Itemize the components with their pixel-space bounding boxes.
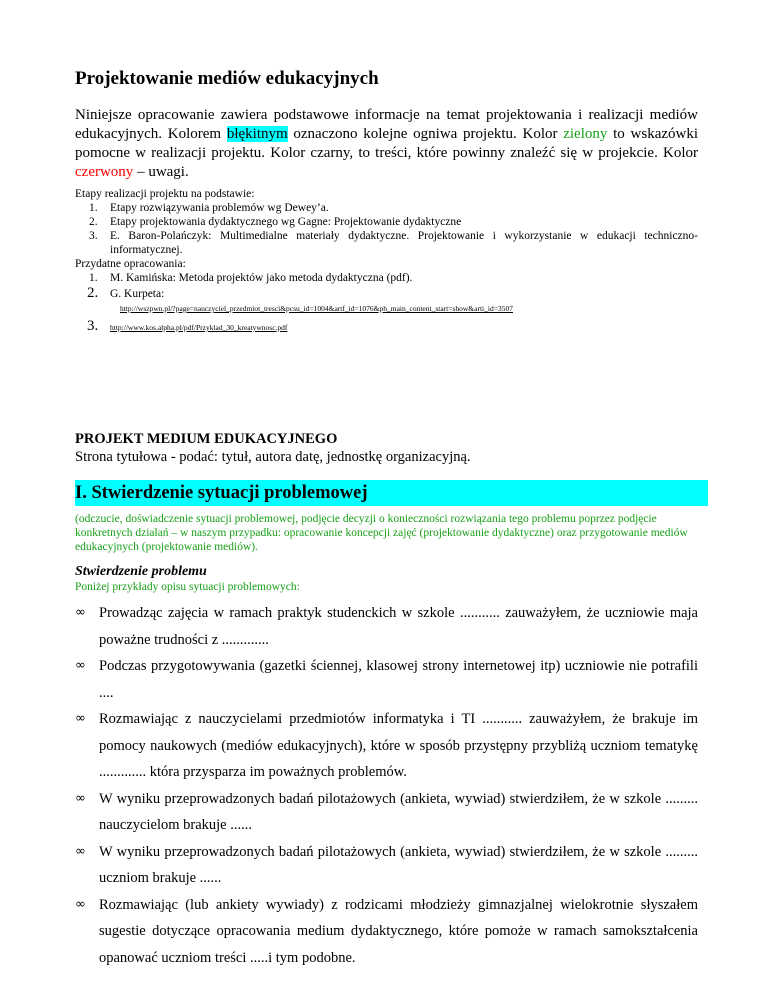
- list-item: [75, 320, 698, 335]
- list-item: [75, 786, 698, 839]
- list-item-text: Etapy rozwiązywania problemów wg Dewey’a.: [110, 202, 329, 214]
- list-item: [75, 287, 698, 316]
- list-item: [75, 839, 698, 892]
- subsection-note: Poniżej przykłady opisu sytuacji problemowych:: [75, 581, 300, 593]
- section-note: (odczucie, doświadczenie sytuacji problemowej, podjęcie decyzji o konieczności rozwiązania tego problemu poprzez podjęcie konkretnych działań – w naszym przypadku: opracowanie koncepcji zajęć (projektowanie dydaktyczne) oraz przygotowanie mediów edukacyjnych (projektowanie mediów).: [75, 513, 688, 553]
- cyan-highlight-word: błękitnym: [226, 126, 288, 142]
- list-item: [75, 229, 698, 257]
- document-title: Projektowanie mediów edukacyjnych: [75, 68, 379, 89]
- list-item: [75, 215, 698, 229]
- list-item-text: E. Baron-Polańczyk: Multimedialne materiały dydaktyczne. Projektowanie i wykorzystanie w edukacji techniczno-informatycznej.: [110, 230, 698, 256]
- problem-examples-list: [75, 600, 698, 971]
- bullet-text: Rozmawiając z nauczycielami przedmiotów informatyka i TI ........... zauważyłem, że brakuje im pomocy naukowych (mediów edukacyjnych), które w sposób przystępny przybliżą uczniom tematykę ............. która przysparza im poważnych problemów.: [99, 711, 698, 780]
- green-word: zielony: [563, 126, 608, 142]
- intro-text-2: oznaczono kolejne ogniwa projektu. Kolor: [287, 126, 564, 142]
- useful-heading: Przydatne opracowania:: [75, 258, 186, 270]
- list-number: 3.: [87, 318, 99, 334]
- intro-text-1: Niniejsze opracowanie zawiera podstawowe informacje na temat projektowania i realizacji mediów edukacyjnych. Kolorem: [75, 107, 698, 142]
- project-heading: PROJEKT MEDIUM EDUKACYJNEGO: [75, 431, 338, 447]
- link-kos-alpha[interactable]: http://www.kos.alpha.pl/pdf/Przyklad_30_kreatywnosc.pdf: [110, 323, 288, 332]
- intro-text-3: to wskazówki pomocne w realizacji projektu. Kolor czarny, to treści, które powinny znaleźć się w projekcie. Kolor: [75, 126, 699, 161]
- useful-list: [75, 271, 698, 335]
- infinity-bullet-icon: ∞: [75, 843, 86, 859]
- infinity-bullet-icon: ∞: [75, 658, 86, 673]
- bullet-text: W wyniku przeprowadzonych badań pilotażowych (ankieta, wywiad) stwierdziłem, że w szkole ......... nauczycielom brakuje ......: [99, 790, 698, 833]
- stages-heading: Etapy realizacji projektu na podstawie:: [75, 188, 255, 200]
- section-title: I. Stwierdzenie sytuacji problemowej: [75, 483, 368, 503]
- list-item: [75, 706, 698, 786]
- bullet-text: W wyniku przeprowadzonych badań pilotażowych (ankieta, wywiad) stwierdziłem, że w szkole ......... uczniom brakuje ......: [99, 843, 698, 886]
- list-item: [75, 201, 698, 215]
- sources-block: [75, 187, 698, 335]
- list-item: [75, 653, 698, 706]
- list-item-text: M. Kamińska: Metoda projektów jako metoda dydaktyczna (pdf).: [110, 272, 413, 284]
- project-subtitle: Strona tytułowa - podać: tytuł, autora datę, jednostkę organizacyjną.: [75, 449, 471, 465]
- intro-paragraph: [75, 106, 698, 182]
- list-number: 3.: [89, 230, 98, 242]
- infinity-bullet-icon: ∞: [75, 711, 86, 726]
- list-item-text: Etapy projektowania dydaktycznego wg Gagne: Projektowanie dydaktyczne: [110, 216, 462, 228]
- infinity-bullet-icon: ∞: [75, 896, 86, 912]
- bullet-text: Prowadząc zajęcia w ramach praktyk studenckich w szkole ........... zauważyłem, że uczniowie maja poważne trudności z .............: [99, 605, 698, 648]
- list-number: 2.: [87, 285, 99, 301]
- list-number: 1.: [89, 202, 98, 214]
- infinity-bullet-icon: ∞: [75, 790, 86, 806]
- stages-list: [75, 201, 698, 257]
- subsection-title: Stwierdzenie problemu: [75, 564, 207, 579]
- list-item-text: G. Kurpeta:: [110, 288, 165, 300]
- infinity-bullet-icon: ∞: [75, 605, 86, 620]
- list-number: 2.: [89, 216, 98, 228]
- list-item: [75, 271, 698, 285]
- list-number: 1.: [89, 272, 98, 284]
- intro-text-4: – uwagi.: [133, 164, 189, 180]
- bullet-text: Podczas przygotowywania (gazetki ściennej, klasowej strony internetowej itp) uczniowie nie potrafili ....: [99, 658, 698, 701]
- list-item: [75, 892, 698, 972]
- bullet-text: Rozmawiając (lub ankiety wywiady) z rodzicami młodzieży gimnazjalnej wielokrotnie słyszałem sugestie dotyczące opracowania medium dydaktycznego, które pomoże w ramach samokształcenia opanować uczniom treści .....i tym podobne.: [99, 896, 698, 966]
- link-wszpwn[interactable]: http://wszpwn.pl/?page=nauczyciel_przedmiot_tresci&pcsu_id=1004&artf_id=1076&ph_main_content_start=show&arti_id=3507: [120, 304, 513, 313]
- list-item: [75, 600, 698, 653]
- red-word: czerwony: [75, 164, 134, 180]
